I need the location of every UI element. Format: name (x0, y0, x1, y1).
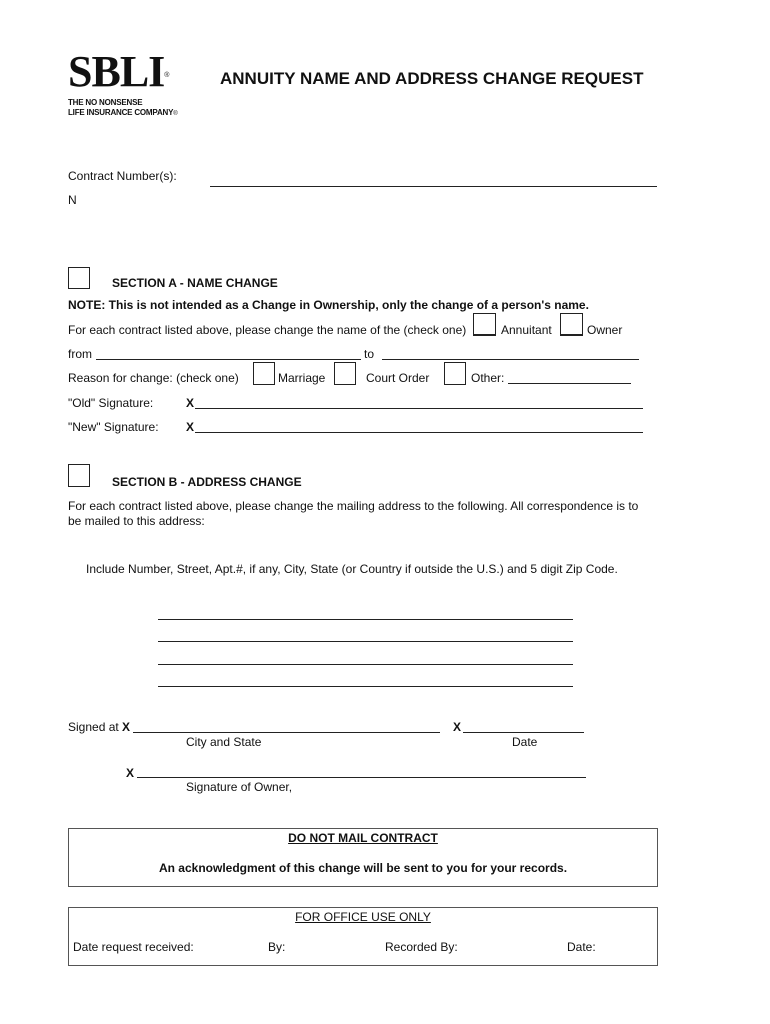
other-reason-checkbox[interactable] (444, 362, 466, 385)
address-line-2[interactable] (158, 641, 573, 642)
section-a-note: NOTE: This is not intended as a Change in Ownership, only the change of a person's name. (68, 298, 589, 312)
address-line-4[interactable] (158, 686, 573, 687)
marriage-label: Marriage (278, 371, 326, 385)
to-label: to (364, 347, 375, 361)
address-instruction-line-1: For each contract listed above, please change the mailing address to the following. All correspondence is to (68, 499, 639, 513)
date-caption: Date (512, 735, 538, 749)
logo-wordmark: SBLI® (68, 47, 169, 96)
city-state-caption: City and State (186, 735, 262, 749)
name-change-instruction: For each contract listed above, please change the name of the (check one) (68, 323, 467, 337)
address-line-3[interactable] (158, 664, 573, 665)
recorded-by-label: Recorded By: (385, 940, 458, 954)
section-a-heading: SECTION A - NAME CHANGE (112, 276, 278, 290)
owner-option-label: Owner (587, 323, 623, 337)
logo-tagline-2: LIFE INSURANCE COMPANY® (68, 108, 178, 117)
office-use-title: FOR OFFICE USE ONLY (295, 910, 431, 924)
section-b-heading: SECTION B - ADDRESS CHANGE (112, 475, 302, 489)
form-title: ANNUITY NAME AND ADDRESS CHANGE REQUEST (220, 69, 644, 88)
section-a-checkbox[interactable] (68, 267, 90, 289)
signed-at-label: Signed at (68, 720, 119, 734)
to-name-field[interactable] (382, 359, 639, 360)
owner-signature-field[interactable] (137, 777, 586, 778)
from-label: from (68, 347, 92, 361)
court-order-checkbox[interactable] (334, 362, 356, 385)
owner-signature-caption: Signature of Owner, (186, 780, 293, 794)
old-signature-field[interactable] (195, 408, 643, 409)
annuitant-checkbox[interactable] (473, 313, 496, 335)
owner-signature-x: X (126, 766, 135, 780)
new-signature-field[interactable] (195, 432, 643, 433)
office-date-label: Date: (567, 940, 596, 954)
date-received-label: Date request received: (73, 940, 194, 954)
old-signature-x: X (186, 396, 195, 410)
date-field[interactable] (463, 732, 584, 733)
contract-number-field[interactable] (210, 186, 657, 187)
logo-tagline-1: THE NO NONSENSE (68, 98, 143, 107)
other-reason-field[interactable] (508, 383, 631, 384)
annuitant-underline (473, 335, 496, 336)
notice-text: An acknowledgment of this change will be sent to you for your records. (158, 861, 568, 875)
contract-number-prefix: N (68, 193, 77, 207)
reason-label: Reason for change: (check one) (68, 371, 239, 385)
contract-number-label: Contract Number(s): (68, 169, 177, 183)
other-reason-label: Other: (471, 371, 505, 385)
address-format-note: Include Number, Street, Apt.#, if any, City, State (or Country if outside the U.S.) and 5 digit Zip Code. (86, 562, 618, 576)
new-signature-x: X (186, 420, 195, 434)
date-x: X (453, 720, 462, 734)
notice-title: DO NOT MAIL CONTRACT (288, 831, 438, 845)
court-order-label: Court Order (366, 371, 430, 385)
section-b-checkbox[interactable] (68, 464, 90, 487)
from-name-field[interactable] (96, 359, 361, 360)
new-signature-label: "New" Signature: (68, 420, 159, 434)
city-state-field[interactable] (133, 732, 440, 733)
office-use-box (68, 907, 658, 966)
sbli-logo (68, 47, 188, 119)
by-label: By: (268, 940, 286, 954)
old-signature-label: "Old" Signature: (68, 396, 154, 410)
notice-box (68, 828, 658, 887)
annuitant-option-label: Annuitant (501, 323, 552, 337)
owner-underline (560, 335, 583, 336)
signed-at-x: X (122, 720, 131, 734)
address-line-1[interactable] (158, 619, 573, 620)
marriage-checkbox[interactable] (253, 362, 275, 385)
address-instruction-line-2: be mailed to this address: (68, 514, 205, 528)
owner-checkbox[interactable] (560, 313, 583, 335)
